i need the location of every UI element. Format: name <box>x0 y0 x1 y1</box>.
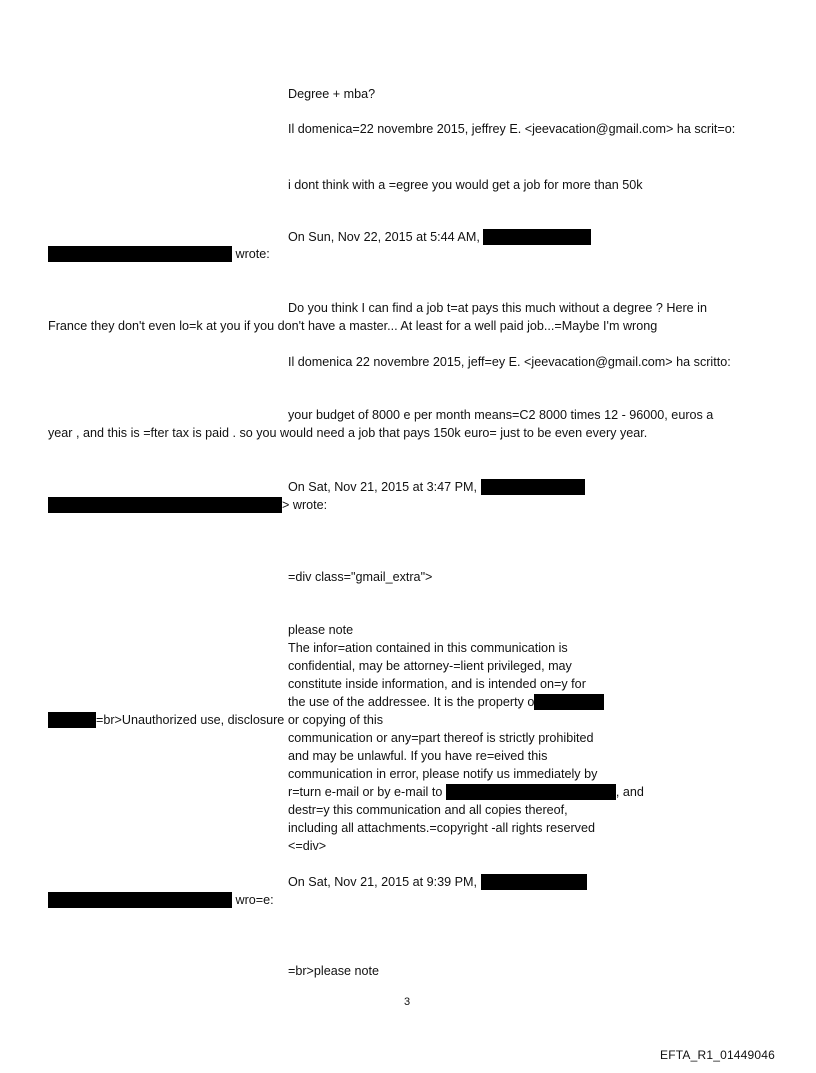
reply-header-text: > wrote: <box>282 498 328 512</box>
body-line: Il domenica 22 novembre 2015, jeff=ey E. <jeevacation@gmail.com> ha scritto: <box>288 355 731 369</box>
body-line: your budget of 8000 e per month means=C2 8000 times 12 - 96000, euros a <box>288 408 714 422</box>
reply-header-text: On Sun, Nov 22, 2015 at 5:44 AM, <box>288 230 480 244</box>
disclaimer-line: including all attachments.=copyright -all rights reserved <box>288 821 595 835</box>
document-id-footer: EFTA_R1_01449046 <box>660 1048 776 1062</box>
body-line: Degree + mba? <box>288 87 376 101</box>
disclaimer-line: please note <box>288 623 354 637</box>
redaction-block <box>48 892 232 908</box>
disclaimer-text: =br>Unauthorized use, disclosure or copying of this <box>96 713 384 727</box>
reply-header-text: On Sat, Nov 21, 2015 at 3:47 PM, <box>288 480 478 494</box>
page-number: 3 <box>404 996 411 1008</box>
redaction-block <box>48 497 282 513</box>
reply-header-text: On Sat, Nov 21, 2015 at 9:39 PM, <box>288 875 478 889</box>
body-line: i dont think with a =egree you would get a job for more than 50k <box>288 178 643 192</box>
disclaimer-text: , and <box>615 785 644 799</box>
reply-header-continued <box>48 892 274 908</box>
reply-header <box>288 229 591 245</box>
disclaimer-line <box>288 784 644 800</box>
body-line: year , and this is =fter tax is paid . so you would need a job that pays 150k euro= just to be even every year. <box>48 426 648 440</box>
disclaimer-line: communication in error, please notify us immediately by <box>288 767 598 781</box>
html-artifact-line: =div class="gmail_extra"> <box>288 570 433 584</box>
body-line: Do you think I can find a job t=at pays this much without a degree ? Here in <box>288 301 707 315</box>
reply-header <box>288 874 587 890</box>
disclaimer-line: communication or any=part thereof is strictly prohibited <box>288 731 594 745</box>
disclaimer-line: <=div> <box>288 839 327 853</box>
redaction-block <box>481 874 587 890</box>
redaction-block <box>534 694 604 710</box>
disclaimer-line: constitute inside information, and is intended on=y for <box>288 677 586 691</box>
disclaimer-text: the use of the addressee. It is the property o <box>288 695 535 709</box>
disclaimer-line: confidential, may be attorney-=lient privileged, may <box>288 659 572 673</box>
reply-header-continued <box>48 497 327 513</box>
redaction-block <box>483 229 591 245</box>
redaction-block <box>48 246 232 262</box>
disclaimer-line: The infor=ation contained in this communication is <box>288 641 568 655</box>
redaction-block <box>48 712 96 728</box>
reply-header-text: wro=e: <box>235 893 274 907</box>
disclaimer-line: and may be unlawful. If you have re=eived this <box>288 749 548 763</box>
disclaimer-line <box>48 712 383 728</box>
disclaimer-line: destr=y this communication and all copies thereof, <box>288 803 568 817</box>
redaction-block <box>481 479 585 495</box>
reply-header-text: wrote: <box>235 247 270 261</box>
disclaimer-text: r=turn e-mail or by e-mail to <box>288 785 443 799</box>
body-line: France they don't even lo=k at you if you don't have a master... At least for a well paid job...=Maybe I'm wrong <box>48 319 658 333</box>
body-line: =br>please note <box>288 964 380 978</box>
reply-header-continued <box>48 246 270 262</box>
body-line: Il domenica=22 novembre 2015, jeffrey E. <jeevacation@gmail.com> ha scrit=o: <box>288 122 736 136</box>
disclaimer-line <box>288 694 604 710</box>
redaction-block <box>446 784 616 800</box>
reply-header <box>288 479 585 495</box>
